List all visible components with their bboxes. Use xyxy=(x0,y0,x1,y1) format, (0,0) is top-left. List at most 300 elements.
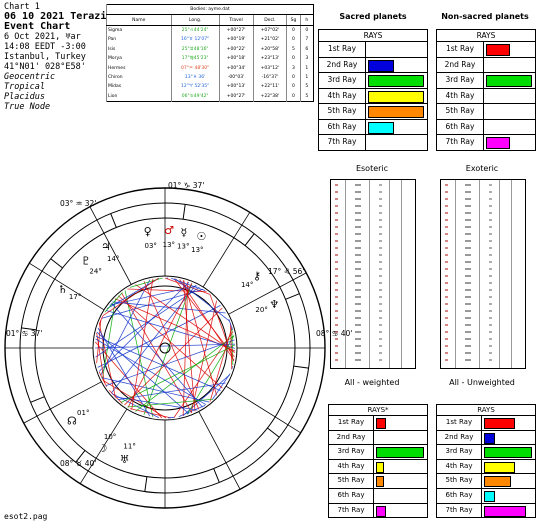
grid-cell-mark xyxy=(445,317,448,319)
grid-cell-mark xyxy=(465,296,471,298)
grid-cell-mark xyxy=(445,310,448,312)
planet-degree: 13° xyxy=(177,242,190,251)
grid-cell-mark xyxy=(489,219,492,221)
grid-cell-mark xyxy=(355,233,361,235)
grid-cell-mark xyxy=(355,296,361,298)
grid-cell-mark xyxy=(335,359,338,361)
ray-row xyxy=(329,416,427,431)
grid-cell-mark xyxy=(379,184,382,186)
grid-cell-mark xyxy=(465,268,471,270)
asteroid-decl: -16°37' xyxy=(253,73,287,82)
ray-label: 5th Ray xyxy=(437,474,482,488)
grid-cell-mark xyxy=(445,191,448,193)
asteroid-h: 3 xyxy=(300,54,313,63)
grid-cell-mark xyxy=(335,240,338,242)
ray-bar xyxy=(368,60,394,72)
asteroid-travel: +00°27' xyxy=(219,92,253,102)
planet-glyph: ♅ xyxy=(119,452,130,466)
esoteric-title: Esoteric xyxy=(355,164,389,173)
asteroid-travel: +00°18' xyxy=(219,54,253,63)
grid-cell-mark xyxy=(379,226,382,228)
ray-row xyxy=(437,104,535,120)
sign-divider xyxy=(31,397,45,403)
grid-cell-mark xyxy=(355,240,361,242)
ray-bar xyxy=(486,137,510,149)
grid-cell-mark xyxy=(465,233,471,235)
ray-label: 5th Ray xyxy=(319,104,366,119)
planet-glyph: ☊ xyxy=(67,414,77,428)
grid-cell-mark xyxy=(379,345,382,347)
grid-cell-mark xyxy=(445,254,448,256)
rays-weighted-panel xyxy=(328,404,428,518)
asteroid-decl: +22°38' xyxy=(253,92,287,102)
ray-bar xyxy=(368,106,424,118)
grid-cell-mark xyxy=(335,261,338,263)
house-cusp-label: 03° ♒ 32' xyxy=(60,199,97,208)
asteroid-decl: +21°02' xyxy=(253,35,287,44)
ray-row xyxy=(319,120,427,136)
grid-cell-mark xyxy=(465,289,471,291)
ray-row xyxy=(437,58,535,74)
chart-info xyxy=(4,2,106,112)
ray-label: 1st Ray xyxy=(437,42,484,57)
ray-label: 5th Ray xyxy=(329,474,374,488)
chart-node: True Node xyxy=(4,102,51,112)
grid-column-line xyxy=(479,180,480,368)
sacred-title: Sacred planets xyxy=(339,12,407,21)
house-cusp-line xyxy=(24,382,102,423)
chart-title: 06 10 2021 Terazi xyxy=(4,11,107,22)
asteroid-long: 16°♉ 12'07" xyxy=(171,35,219,44)
sign-divider xyxy=(111,214,117,228)
asteroid-decl: +20°58' xyxy=(253,45,287,54)
house-cusp-line xyxy=(226,386,301,433)
asteroid-travel: +00°34' xyxy=(219,63,253,72)
planet-degree: 11° xyxy=(123,442,136,451)
grid-cell-mark xyxy=(355,198,361,200)
grid-cell-mark xyxy=(465,205,471,207)
asteroid-table-header: Name Long. Travel Decl. Sg h xyxy=(107,15,314,25)
grid-cell-mark xyxy=(445,184,448,186)
grid-cell-mark xyxy=(489,254,492,256)
asteroid-h: 5 xyxy=(300,92,313,102)
grid-cell-mark xyxy=(355,184,361,186)
grid-cell-mark xyxy=(445,282,448,284)
grid-cell-mark xyxy=(379,331,382,333)
grid-cell-mark xyxy=(379,317,382,319)
grid-cell-mark xyxy=(379,233,382,235)
grid-cell-mark xyxy=(355,212,361,214)
sign-divider xyxy=(145,477,147,492)
asteroid-long: 06°♋49'42" xyxy=(171,92,219,102)
asteroid-long: 12°♈ 52'35" xyxy=(171,82,219,91)
planet-degree: 17° xyxy=(68,293,82,301)
ray-label: 1st Ray xyxy=(319,42,366,57)
sign-divider xyxy=(294,366,309,368)
grid-cell-mark xyxy=(445,240,448,242)
ray-row xyxy=(319,42,427,58)
ray-bar xyxy=(484,433,495,444)
aspect-line xyxy=(101,280,150,376)
grid-cell-mark xyxy=(445,303,448,305)
asteroid-h: 1 xyxy=(300,63,313,72)
grid-cell-mark xyxy=(489,184,492,186)
asteroid-row xyxy=(107,63,314,72)
asteroid-long: 17°♍45'23" xyxy=(171,54,219,63)
grid-cell-mark xyxy=(445,352,448,354)
asteroid-name: Isis xyxy=(107,45,172,54)
asteroid-decl: +03°12' xyxy=(253,63,287,72)
ray-label: 6th Ray xyxy=(329,489,374,503)
grid-cell-mark xyxy=(379,310,382,312)
grid-cell-mark xyxy=(335,338,338,340)
asteroid-row xyxy=(107,73,314,82)
grid-cell-mark xyxy=(489,303,492,305)
ray-row xyxy=(319,58,427,74)
sign-divider xyxy=(286,294,300,300)
asteroid-h: 7 xyxy=(300,35,313,44)
grid-cell-mark xyxy=(465,317,471,319)
asteroid-sg: 0 xyxy=(287,73,300,82)
asteroid-sg: 0 xyxy=(287,35,300,44)
ray-label: 4th Ray xyxy=(437,89,484,104)
ray-label: 3rd Ray xyxy=(437,445,482,459)
ray-label: 3rd Ray xyxy=(329,445,374,459)
grid-cell-mark xyxy=(335,317,338,319)
grid-cell-mark xyxy=(445,198,448,200)
grid-cell-mark xyxy=(335,352,338,354)
grid-column-line xyxy=(511,180,512,368)
all-unweighted-title: All - Unweighted xyxy=(449,378,515,387)
grid-cell-mark xyxy=(489,268,492,270)
asteroid-row xyxy=(107,25,314,35)
ray-label: 2nd Ray xyxy=(319,58,366,73)
ray-label: 2nd Ray xyxy=(437,431,482,445)
ray-row xyxy=(437,460,535,475)
grid-cell-mark xyxy=(465,303,471,305)
grid-cell-mark xyxy=(335,303,338,305)
grid-cell-mark xyxy=(489,331,492,333)
ray-label: 1st Ray xyxy=(329,416,374,430)
grid-cell-mark xyxy=(379,261,382,263)
ray-bar xyxy=(376,476,384,487)
grid-cell-mark xyxy=(489,240,492,242)
grid-cell-mark xyxy=(445,205,448,207)
planet-glyph: ☿ xyxy=(180,225,188,239)
grid-cell-mark xyxy=(489,282,492,284)
grid-cell-mark xyxy=(489,317,492,319)
grid-cell-mark xyxy=(379,352,382,354)
grid-cell-mark xyxy=(379,338,382,340)
grid-cell-mark xyxy=(379,268,382,270)
grid-cell-mark xyxy=(445,233,448,235)
asteroid-sg: 0 xyxy=(287,54,300,63)
ray-row xyxy=(329,474,427,489)
ray-label: 2nd Ray xyxy=(329,431,374,445)
grid-cell-mark xyxy=(489,289,492,291)
grid-cell-mark xyxy=(489,296,492,298)
grid-cell-mark xyxy=(445,247,448,249)
sign-divider xyxy=(51,259,63,268)
grid-cell-mark xyxy=(489,275,492,277)
rays-unweighted-panel xyxy=(436,404,536,518)
planet-glyph: ♂ xyxy=(164,224,174,238)
grid-cell-mark xyxy=(335,345,338,347)
asteroid-name: Hermes xyxy=(107,63,172,72)
grid-cell-mark xyxy=(489,205,492,207)
grid-cell-mark xyxy=(465,212,471,214)
sign-divider xyxy=(245,234,254,246)
grid-cell-mark xyxy=(465,240,471,242)
ray-row xyxy=(437,504,535,518)
asteroid-h: 0 xyxy=(300,25,313,35)
grid-cell-mark xyxy=(379,289,382,291)
planet-degree: 01° xyxy=(77,409,90,418)
grid-cell-mark xyxy=(355,261,361,263)
grid-cell-mark xyxy=(445,261,448,263)
asteroid-row xyxy=(107,54,314,63)
ray-label: 7th Ray xyxy=(437,504,482,518)
ray-label: 3rd Ray xyxy=(319,73,366,88)
exoteric-title: Exoteric xyxy=(465,164,499,173)
ray-row xyxy=(437,89,535,105)
grid-cell-mark xyxy=(379,212,382,214)
grid-cell-mark xyxy=(465,261,471,263)
ray-label: 7th Ray xyxy=(437,135,484,150)
grid-cell-mark xyxy=(355,219,361,221)
grid-cell-mark xyxy=(379,296,382,298)
grid-cell-mark xyxy=(335,191,338,193)
grid-cell-mark xyxy=(335,226,338,228)
grid-cell-mark xyxy=(379,324,382,326)
grid-cell-mark xyxy=(465,359,471,361)
planet-degree: 13° xyxy=(191,246,204,255)
grid-cell-mark xyxy=(355,275,361,277)
asteroid-row xyxy=(107,82,314,91)
asteroid-decl: +23°13' xyxy=(253,54,287,63)
ray-bar xyxy=(486,44,510,56)
ray-row xyxy=(437,42,535,58)
ray-row xyxy=(319,135,427,150)
asteroid-row xyxy=(107,35,314,44)
planet-degree: 20° xyxy=(255,306,268,315)
asteroid-name: Chiron xyxy=(107,73,172,82)
ray-bar xyxy=(376,447,424,458)
grid-cell-mark xyxy=(489,261,492,263)
asteroid-h: 5 xyxy=(300,82,313,91)
asteroid-name: Lion xyxy=(107,92,172,102)
ray-row xyxy=(437,416,535,431)
grid-cell-mark xyxy=(335,205,338,207)
ray-label: 7th Ray xyxy=(319,135,366,150)
planet-glyph: ♇ xyxy=(81,254,91,268)
ray-bar xyxy=(484,418,515,429)
grid-cell-mark xyxy=(465,338,471,340)
ray-bar xyxy=(484,506,526,517)
grid-cell-mark xyxy=(445,359,448,361)
asteroid-name: Midas xyxy=(107,82,172,91)
house-cusp-line xyxy=(199,412,240,490)
grid-cell-mark xyxy=(335,254,338,256)
ray-row xyxy=(437,431,535,446)
grid-cell-mark xyxy=(335,212,338,214)
ray-label: 5th Ray xyxy=(437,104,484,119)
grid-cell-mark xyxy=(445,275,448,277)
ray-bar xyxy=(484,476,511,487)
chart-number: Chart 1 xyxy=(4,2,40,12)
grid-cell-mark xyxy=(335,233,338,235)
esoteric-grid xyxy=(330,179,416,369)
asteroid-travel: +00°27' xyxy=(219,25,253,35)
grid-cell-mark xyxy=(489,233,492,235)
ray-row xyxy=(319,73,427,89)
grid-cell-mark xyxy=(335,275,338,277)
ray-label: 4th Ray xyxy=(319,89,366,104)
ray-row xyxy=(437,120,535,136)
grid-column-line xyxy=(455,180,456,368)
grid-cell-mark xyxy=(355,331,361,333)
planet-glyph: ♆ xyxy=(269,297,280,311)
asteroid-long: 13°♓ 36' xyxy=(171,73,219,82)
grid-column-line xyxy=(401,180,402,368)
ray-bar xyxy=(486,75,532,87)
grid-cell-mark xyxy=(379,303,382,305)
grid-cell-mark xyxy=(355,247,361,249)
asteroid-name: Morya xyxy=(107,54,172,63)
grid-cell-mark xyxy=(489,310,492,312)
rays-nonsacred-panel xyxy=(436,29,536,151)
grid-cell-mark xyxy=(335,324,338,326)
grid-column-line xyxy=(389,180,390,368)
ray-row xyxy=(437,445,535,460)
grid-cell-mark xyxy=(335,184,338,186)
grid-cell-mark xyxy=(379,275,382,277)
ray-row xyxy=(319,104,427,120)
grid-cell-mark xyxy=(379,254,382,256)
all-weighted-title: All - weighted xyxy=(344,378,400,387)
grid-cell-mark xyxy=(445,289,448,291)
asteroid-long: 25°♊48'16" xyxy=(171,45,219,54)
grid-cell-mark xyxy=(355,317,361,319)
grid-cell-mark xyxy=(335,268,338,270)
aspect-line xyxy=(115,397,198,410)
chart-date: 6 Oct 2021, ♅ar xyxy=(4,32,81,42)
ray-label: 3rd Ray xyxy=(437,73,484,88)
grid-cell-mark xyxy=(379,205,382,207)
chart-time: 14:08 EEDT -3:00 xyxy=(4,42,86,52)
chart-frame: Geocentric xyxy=(4,72,56,82)
grid-cell-mark xyxy=(355,205,361,207)
rays-title: RAYS xyxy=(437,30,535,42)
grid-cell-mark xyxy=(335,296,338,298)
grid-cell-mark xyxy=(465,310,471,312)
grid-cell-mark xyxy=(355,282,361,284)
grid-cell-mark xyxy=(465,198,471,200)
asteroid-travel: +00°22' xyxy=(219,45,253,54)
grid-cell-mark xyxy=(489,212,492,214)
ray-bar xyxy=(368,75,424,87)
grid-cell-mark xyxy=(355,191,361,193)
ray-row xyxy=(329,489,427,504)
house-cusp-label: 08° ♋ 40' xyxy=(316,329,353,338)
asteroid-row xyxy=(107,92,314,102)
planet-glyph: ⚷ xyxy=(252,269,262,283)
asteroid-travel: +00°13' xyxy=(219,82,253,91)
planet-degree: 13° xyxy=(162,241,176,250)
grid-cell-mark xyxy=(445,331,448,333)
planet-degree: 24° xyxy=(89,267,102,276)
asteroid-name: Sigma xyxy=(107,25,172,35)
grid-cell-mark xyxy=(489,247,492,249)
planet-glyph: ☉ xyxy=(196,229,207,243)
grid-cell-mark xyxy=(489,226,492,228)
ray-row xyxy=(437,135,535,150)
grid-cell-mark xyxy=(465,247,471,249)
grid-cell-mark xyxy=(489,324,492,326)
ray-label: 6th Ray xyxy=(319,120,366,135)
sign-divider xyxy=(183,204,185,219)
house-cusp-label: 01° ♋ 37' xyxy=(6,329,43,338)
grid-cell-mark xyxy=(379,219,382,221)
chart-type: Event Chart xyxy=(4,21,71,32)
grid-cell-mark xyxy=(465,331,471,333)
asteroid-decl: +22°11' xyxy=(253,82,287,91)
grid-cell-mark xyxy=(445,338,448,340)
grid-cell-mark xyxy=(379,247,382,249)
ray-bar xyxy=(376,506,386,517)
asteroid-sg: 0 xyxy=(287,25,300,35)
ray-label: 6th Ray xyxy=(437,120,484,135)
aspect-line xyxy=(212,373,230,399)
asteroid-sg: 3 xyxy=(287,63,300,72)
grid-cell-mark xyxy=(379,282,382,284)
planet-degree: 10° xyxy=(103,433,117,442)
asteroid-sg: 0 xyxy=(287,92,300,102)
planet-glyph: ♄ xyxy=(57,283,68,296)
grid-cell-mark xyxy=(355,254,361,256)
grid-cell-mark xyxy=(355,310,361,312)
asteroid-h: 6 xyxy=(300,45,313,54)
grid-column-line xyxy=(499,180,500,368)
grid-cell-mark xyxy=(489,338,492,340)
house-cusp-label: 08° ♉ 40' xyxy=(60,459,97,468)
asteroid-name: Pan xyxy=(107,35,172,44)
grid-cell-mark xyxy=(355,352,361,354)
grid-cell-mark xyxy=(335,219,338,221)
grid-cell-mark xyxy=(379,240,382,242)
planet-glyph: ♃ xyxy=(101,239,111,253)
asteroid-sg: 0 xyxy=(287,82,300,91)
asteroid-long: 07°♒ 48'30" xyxy=(171,63,219,72)
sign-divider xyxy=(267,428,279,437)
ray-bar xyxy=(484,447,532,458)
ray-bar xyxy=(368,91,424,103)
ray-label: 1st Ray xyxy=(437,416,482,430)
asteroid-sg: 5 xyxy=(287,45,300,54)
page-file-name: esot2.pag xyxy=(4,512,48,521)
ray-label: 7th Ray xyxy=(329,504,374,518)
grid-cell-mark xyxy=(465,275,471,277)
ray-row xyxy=(437,489,535,504)
grid-cell-mark xyxy=(355,268,361,270)
grid-cell-mark xyxy=(489,191,492,193)
rays-title: RAYS* xyxy=(329,405,427,416)
grid-column-line xyxy=(345,180,346,368)
grid-cell-mark xyxy=(445,268,448,270)
grid-cell-mark xyxy=(489,345,492,347)
grid-cell-mark xyxy=(445,226,448,228)
asteroid-long: 25°♌44'24" xyxy=(171,25,219,35)
